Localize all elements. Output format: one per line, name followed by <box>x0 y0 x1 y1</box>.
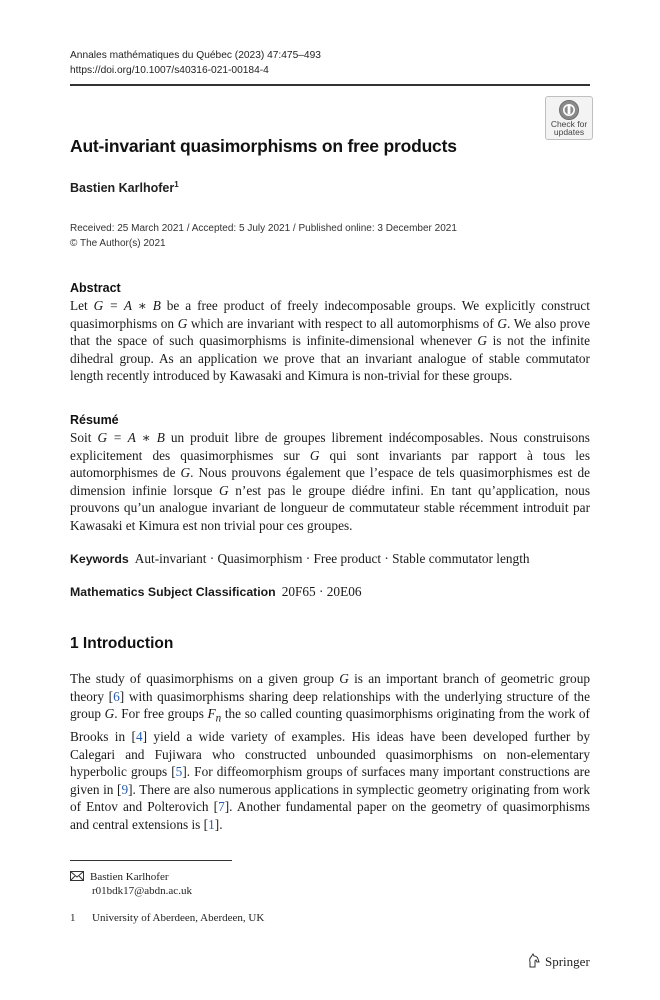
publication-dates <box>70 221 457 251</box>
badge-line-1: Check for <box>550 119 588 129</box>
envelope-icon <box>70 871 84 881</box>
keywords-text: Aut-invariant · Quasimorphism · Free product · Stable commutator length <box>134 551 530 566</box>
footnote-rule <box>70 860 232 861</box>
introduction-body: The study of quasimorphisms on a given group G is an important branch of geometric group theory [6] with quasimorphisms sharing deep relationships with the underlying structure of the group G. For free groups $F_n$ the so called counting quasimorphisms originating from the work of Brooks in [4] yield a wide variety of examples. His ideas have been developed further by Calegari and Fujiwara who constructed unbounded quasimorphisms on non-elementary hyperbolic groups [5]. For diffeomorphism groups of surfaces many important constructions are given in [9]. There are also numerous applications in symplectic geometry originating from work of Entov and Polterovich [7]. Another fundamental paper on the geometry of quasimorphisms and central extensions is [1]. <box>70 671 591 832</box>
check-for-updates-icon <box>559 100 579 120</box>
abstract-body: Let G = A ∗ B be a free product of freely indecomposable groups. We explicitly construct quasimorphisms on G which are invariant with respect to all automorphisms of G. We also prove that the space of such quasimorphisms is infinite-dimensional whenever G is not the infinite dihedral group. As an application we prove that an invariant analogue of stable commutator length recently introduced by Kawasaki and Kimura is non-trivial for these groups. <box>70 298 590 383</box>
msc-classification <box>70 584 362 600</box>
citation-link[interactable]: 4 <box>135 729 143 745</box>
keywords-label: Keywords <box>70 552 129 566</box>
author-name <box>70 180 179 195</box>
publisher-logo <box>527 951 590 970</box>
citation-link[interactable]: 6 <box>113 688 120 704</box>
footnote-affiliation <box>70 911 264 925</box>
check-for-updates-badge[interactable] <box>545 96 593 140</box>
abstract-heading: Abstract <box>70 281 121 295</box>
contact-name: Bastien Karlhofer <box>90 871 169 883</box>
affiliation-number: 1 <box>70 912 76 924</box>
doi-link[interactable]: https://doi.org/10.1007/s40316-021-00184-4 <box>70 65 269 76</box>
springer-horse-icon <box>527 953 541 968</box>
footnote-contact <box>70 870 192 898</box>
resume-body: Soit G = A ∗ B un produit libre de groupes librement indécomposables. Nous construisons explicitement des quasimorphismes sur G qui sont invariants par rapport à tous les automorphismes de G. Nous prouvons également que l’espace de tels quasimorphismes est de dimension infinie lorsque G n’est pas le groupe diédre infini. En tant qu’application, nous prouvons qu’un analogue invariant de longueur de commutateur stable récemment introduit par Kawasaki et Kimura est non trivial pour ces groupes. <box>70 430 590 533</box>
header-rule <box>70 84 590 86</box>
resume-heading: Résumé <box>70 413 119 427</box>
citation-link[interactable]: 9 <box>121 781 129 797</box>
section-heading-introduction: 1 Introduction <box>70 635 174 652</box>
author-text: Bastien Karlhofer <box>70 181 175 196</box>
author-affil-mark: 1 <box>174 180 179 189</box>
contact-email[interactable]: r01bdk17@abdn.ac.uk <box>92 885 192 897</box>
msc-text: 20F65 · 20E06 <box>281 584 362 599</box>
citation-link[interactable]: 5 <box>175 764 183 780</box>
journal-citation: Annales mathématiques du Québec (2023) 47:475–493 <box>70 50 321 61</box>
journal-header <box>70 48 321 78</box>
keywords <box>70 551 530 567</box>
dates-line: Received: 25 March 2021 / Accepted: 5 July 2021 / Published online: 3 December 2021 <box>70 223 457 234</box>
badge-line-2: updates <box>553 127 585 137</box>
citation-link[interactable]: 1 <box>208 816 215 832</box>
copyright-line: © The Author(s) 2021 <box>70 238 166 249</box>
affiliation-text: University of Aberdeen, Aberdeen, UK <box>92 912 265 924</box>
publisher-name: Springer <box>545 954 590 969</box>
paper-title: Aut-invariant quasimorphisms on free products <box>70 136 457 156</box>
citation-link[interactable]: 7 <box>218 799 225 815</box>
msc-label: Mathematics Subject Classification <box>70 585 276 599</box>
